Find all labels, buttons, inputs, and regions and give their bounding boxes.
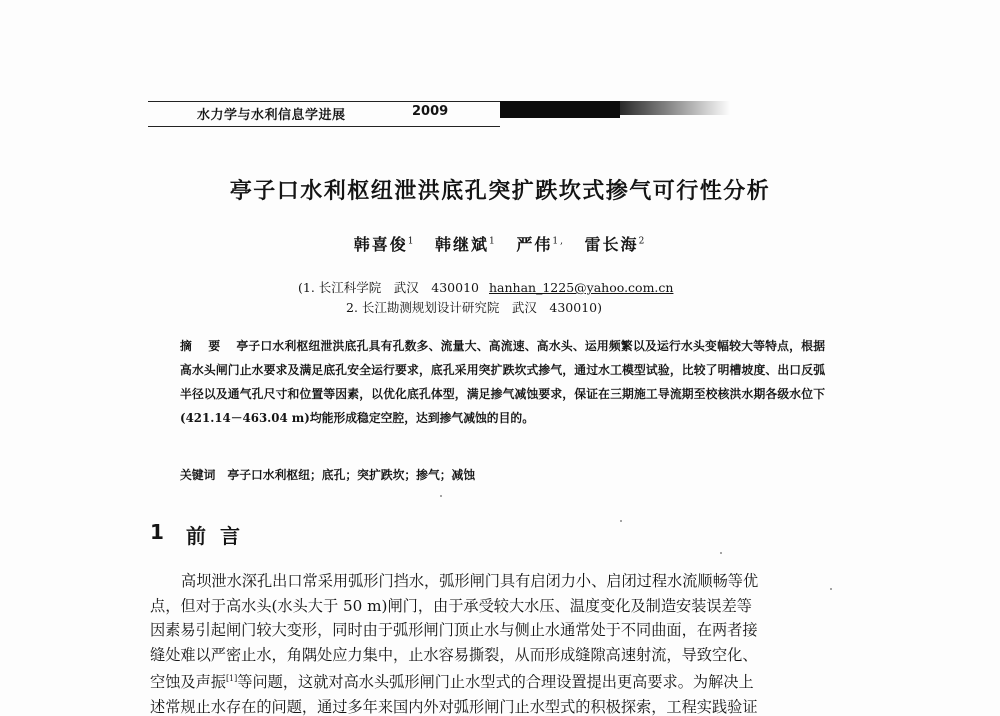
header-bar-fade [620,101,730,115]
header-rule-bottom [148,126,500,127]
author: 韩继斌$^1$ [435,235,497,254]
journal-year: 2009 [412,104,449,119]
author: 严伟$^{1,}$ [516,235,565,254]
text-line: 点，但对于高水头(水头大于 50 m)闸门，由于承受较大水压、温度变化及制造安装误差等 [150,596,752,615]
journal-name: 水力学与水利信息学进展 [197,108,346,123]
text-line: 因素易引起闸门较大变形，同时由于弧形闸门顶止水与侧止水通常处于不同曲面，在两者接 [150,621,758,639]
author: 雷长海$^2$ [584,235,647,254]
section-number: 1 [150,520,164,544]
keywords-label: 关键词 [180,468,216,482]
text-line: 高坝泄水深孔出口常采用弧形门挡水，弧形闸门具有启闭力小、启闭过程水流顺畅等优 [181,572,759,590]
scan-speck [620,520,622,522]
text-line: 空蚀及声振[1]等问题，这就对高水头弧形闸门止水型式的合理设置提出更高要求。为解决上 [150,673,754,692]
author-email: hanhan_1225@yahoo.com.cn [489,280,674,295]
text-line: 缝处难以严密止水，角隅处应力集中，止水容易撕裂，从而形成缝隙高速射流，导致空化、 [150,645,758,664]
body-paragraph [150,569,850,716]
abstract-label: 摘 要 [180,339,227,353]
affiliation-2: 2. 长江勘测规划设计研究院 武汉 430010) [346,300,602,315]
paper-title: 亭子口水利枢纽泄洪底孔突扩跌坎式掺气可行性分析 [229,179,771,204]
keywords-text: 亭子口水利枢纽；底孔；突扩跌坎；掺气；减蚀 [227,468,476,482]
header-rule-top [148,101,500,102]
affiliation-1: (1. 长江科学院 武汉 430010 hanhan_1225@yahoo.com.cn [298,280,674,295]
text-line: 述常规止水存在的问题，通过多年来国内外对弧形闸门止水型式的积极探索，工程实践验证 [150,697,758,716]
keywords [180,466,475,483]
abstract-text: 亭子口水利枢纽泄洪底孔具有孔数多、流量大、高流速、高水头、运用频繁以及运行水头变幅较大等特点，根据高水头闸门止水要求及满足底孔安全运行要求，底孔采用突扩跌坎式掺气，通过水工模型试验，比较了明槽坡度、出口反弧半径以及通气孔尺寸和位置等因素，以优化底孔体型，满足掺气减蚀要求，保证在三期施工导流期至校核洪水期各级水位下(421.14－463.04 m)均能形成稳定空腔，达到掺气减蚀的目的。 [180,339,825,425]
citation-ref: [1] [225,674,238,683]
author-list [0,232,1000,255]
author: 韩喜俊$^1$ [353,235,416,254]
scan-speck [830,588,832,590]
abstract [180,334,825,430]
scan-speck [440,495,442,497]
scan-speck [720,552,722,554]
section-title: 前言 [186,524,254,548]
header-black-bar [500,101,620,118]
